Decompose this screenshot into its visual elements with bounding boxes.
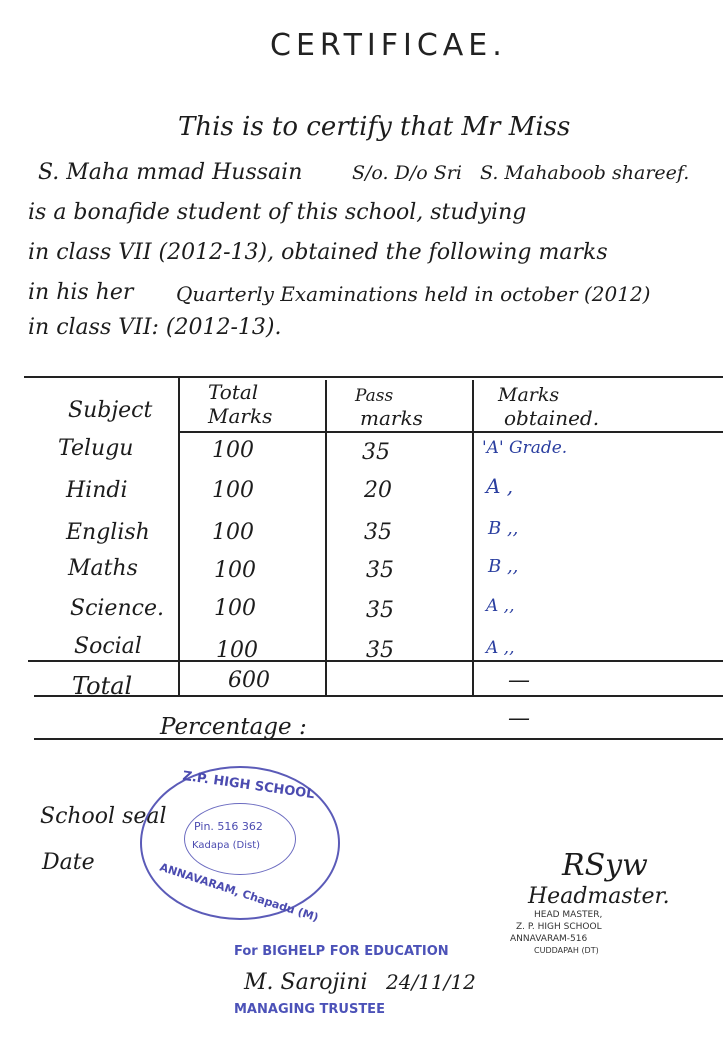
table-row-subject: Maths (68, 556, 138, 581)
trustee-title: MANAGING TRUSTEE (234, 1002, 385, 1017)
table-row-pass: 35 (362, 440, 390, 465)
table-row-total: 100 (216, 638, 258, 663)
table-row-pass: 35 (364, 520, 392, 545)
header-total-1: Total (208, 380, 259, 404)
header-obtained-2: obtained. (504, 406, 600, 430)
org-stamp: For BIGHELP FOR EDUCATION (234, 944, 449, 959)
table-row-pass: 35 (366, 598, 394, 623)
hm-stamp-line-1: HEAD MASTER, (534, 910, 603, 920)
table-row-subject: Telugu (58, 436, 134, 461)
stamp-pin: Pin. 516 362 (194, 820, 263, 833)
header-pass-1: Pass (355, 386, 394, 406)
table-bottom-rule (34, 738, 723, 740)
stamp-inner-ring (184, 803, 296, 875)
percentage-label: Percentage : (160, 714, 307, 740)
date-label: Date (42, 850, 95, 875)
certificate-title: CERTIFICAE. (270, 28, 507, 63)
column-divider-2 (325, 380, 327, 695)
trustee-signature: M. Sarojini (244, 970, 368, 995)
table-row-obtained: A , (486, 474, 514, 498)
school-seal-stamp (140, 766, 340, 925)
table-row-total: 100 (212, 438, 254, 463)
total-value: 600 (228, 668, 270, 693)
hm-stamp-line-4: CUDDAPAH (DT) (534, 946, 599, 955)
table-row-subject: Science. (70, 596, 164, 621)
header-pass-2: marks (360, 406, 423, 430)
table-header-rule (178, 431, 723, 433)
father-name: S. Mahaboob shareef. (480, 162, 690, 184)
column-divider-3 (472, 380, 474, 695)
hm-stamp-line-3: ANNAVARAM-516 (510, 934, 588, 944)
body-line-5b: Quarterly Examinations held in october (2012) (176, 282, 651, 306)
table-top-rule (24, 376, 723, 378)
student-name: S. Maha mmad Hussain (38, 160, 303, 185)
table-row-total: 100 (212, 520, 254, 545)
table-row-obtained: B ,, (488, 518, 519, 539)
table-row-obtained: A ,, (486, 596, 515, 616)
table-row-subject: Social (74, 634, 142, 659)
total-obtained: — (508, 668, 530, 693)
body-line-5a: in his her (28, 280, 134, 305)
relation-label: S/o. D/o Sri (352, 162, 462, 184)
table-row-obtained: 'A' Grade. (482, 438, 568, 458)
table-row-pass: 20 (364, 478, 392, 503)
headmaster-label: Headmaster. (528, 884, 670, 909)
body-line-1: This is to certify that Mr Miss (178, 112, 571, 142)
stamp-bottom-text: ANNAVARAM, Chapadu (M) (158, 860, 321, 925)
table-row-obtained: A ,, (486, 638, 515, 658)
body-line-6: in class VII: (2012-13). (28, 315, 282, 340)
table-row-obtained: B ,, (488, 556, 519, 577)
body-line-3: is a bonafide student of this school, studying (28, 200, 527, 225)
percentage-value: — (508, 706, 530, 731)
stamp-district: Kadapa (Dist) (192, 840, 261, 851)
table-row-total: 100 (214, 596, 256, 621)
header-total-2: Marks (208, 404, 273, 428)
column-divider-1 (178, 376, 180, 695)
table-row-pass: 35 (366, 558, 394, 583)
hm-stamp-line-2: Z. P. HIGH SCHOOL (516, 922, 602, 932)
stamp-top-text: Z.P. HIGH SCHOOL (181, 768, 316, 803)
body-line-4: in class VII (2012-13), obtained the following marks (28, 240, 608, 265)
trustee-date: 24/11/12 (386, 970, 476, 994)
table-row-pass: 35 (366, 638, 394, 663)
headmaster-signature: RSyw (562, 848, 648, 883)
table-row-subject: English (66, 520, 150, 545)
school-seal-label: School seal (40, 804, 167, 829)
header-obtained-1: Marks (498, 384, 560, 406)
header-subject: Subject (68, 398, 153, 423)
table-row-total: 100 (214, 558, 256, 583)
table-total-rule (34, 695, 723, 697)
table-row-subject: Hindi (66, 478, 128, 503)
total-label: Total (72, 672, 133, 700)
table-row-total: 100 (212, 478, 254, 503)
